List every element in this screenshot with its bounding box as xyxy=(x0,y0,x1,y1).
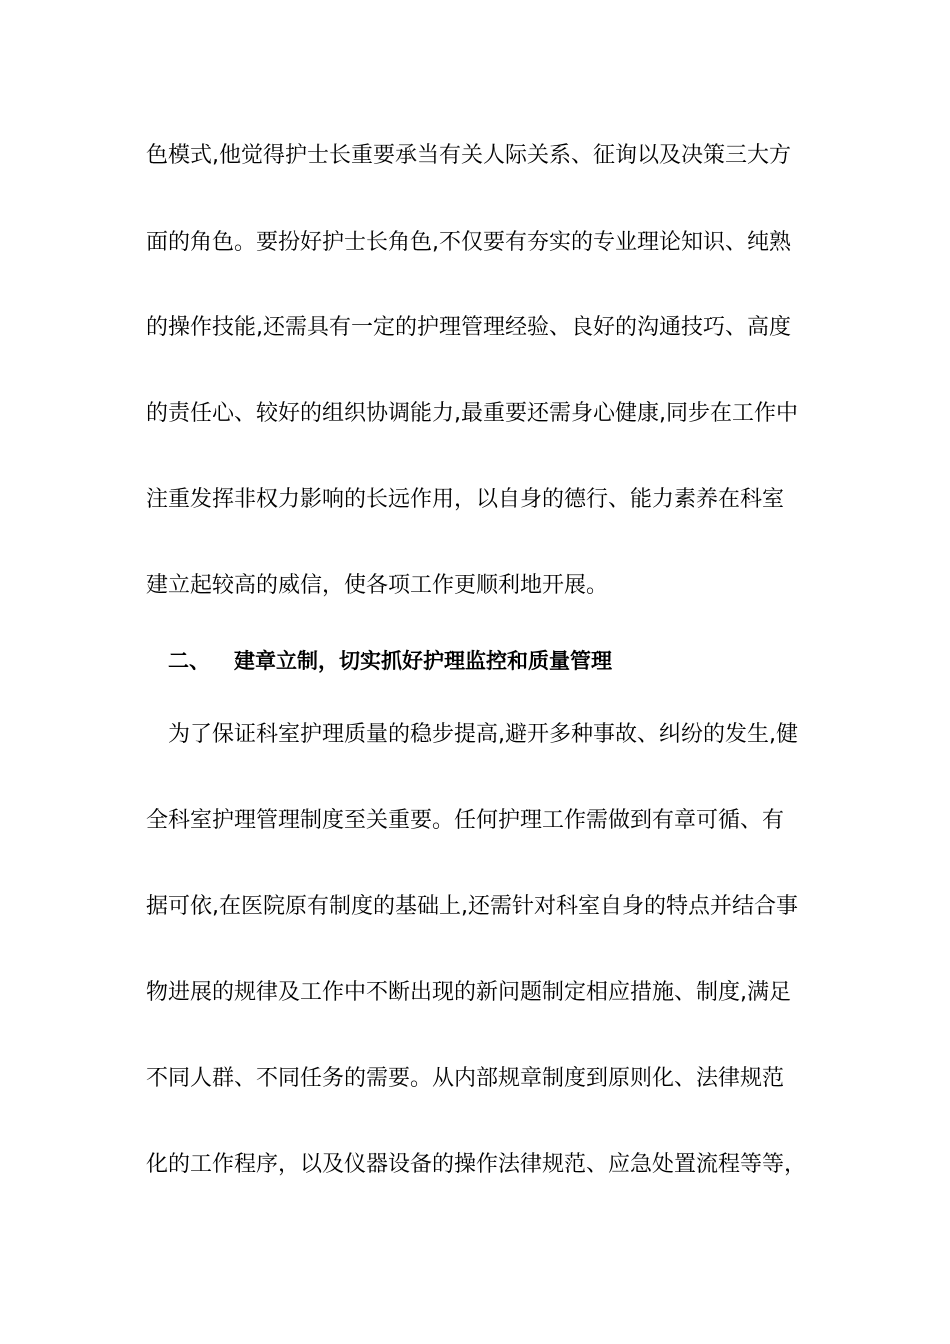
paragraph-line: 不同人群、不同任务的需要。从内部规章制度到原则化、法律规范 xyxy=(146,1066,785,1091)
section-number: 二、 xyxy=(168,649,210,673)
paragraph-line: 据可依,在医院原有制度的基础上,还需针对科室自身的特点并结合事 xyxy=(146,894,798,919)
section-title: 建章立制，切实抓好护理监控和质量管理 xyxy=(234,649,612,673)
paragraph-line: 物进展的规律及工作中不断出现的新问题制定相应措施、制度,满足 xyxy=(146,980,791,1005)
paragraph-line: 面的角色。要扮好护士长角色,不仅要有夯实的专业理论知识、纯熟 xyxy=(146,230,791,255)
paragraph-line: 全科室护理管理制度至关重要。任何护理工作需做到有章可循、有 xyxy=(146,808,785,833)
paragraph-line: 色模式,他觉得护士长重要承当有关人际关系、征询以及决策三大方 xyxy=(146,143,791,168)
paragraph-line: 化的工作程序，以及仪器设备的操作法律规范、应急处置流程等等， xyxy=(146,1152,806,1177)
paragraph-line: 的操作技能,还需具有一定的护理管理经验、良好的沟通技巧、高度 xyxy=(146,315,791,340)
section-heading xyxy=(146,646,806,676)
paragraph-line: 建立起较高的威信，使各项工作更顺利地开展。 xyxy=(146,573,609,598)
paragraph-line: 为了保证科室护理质量的稳步提高,避开多种事故、纠纷的发生,健 xyxy=(168,722,798,747)
paragraph-line: 的责任心、较好的组织协调能力,最重要还需身心健康,同步在工作中 xyxy=(146,401,798,426)
paragraph-line: 注重发挥非权力影响的长远作用，以自身的德行、能力素养在科室 xyxy=(146,487,785,512)
